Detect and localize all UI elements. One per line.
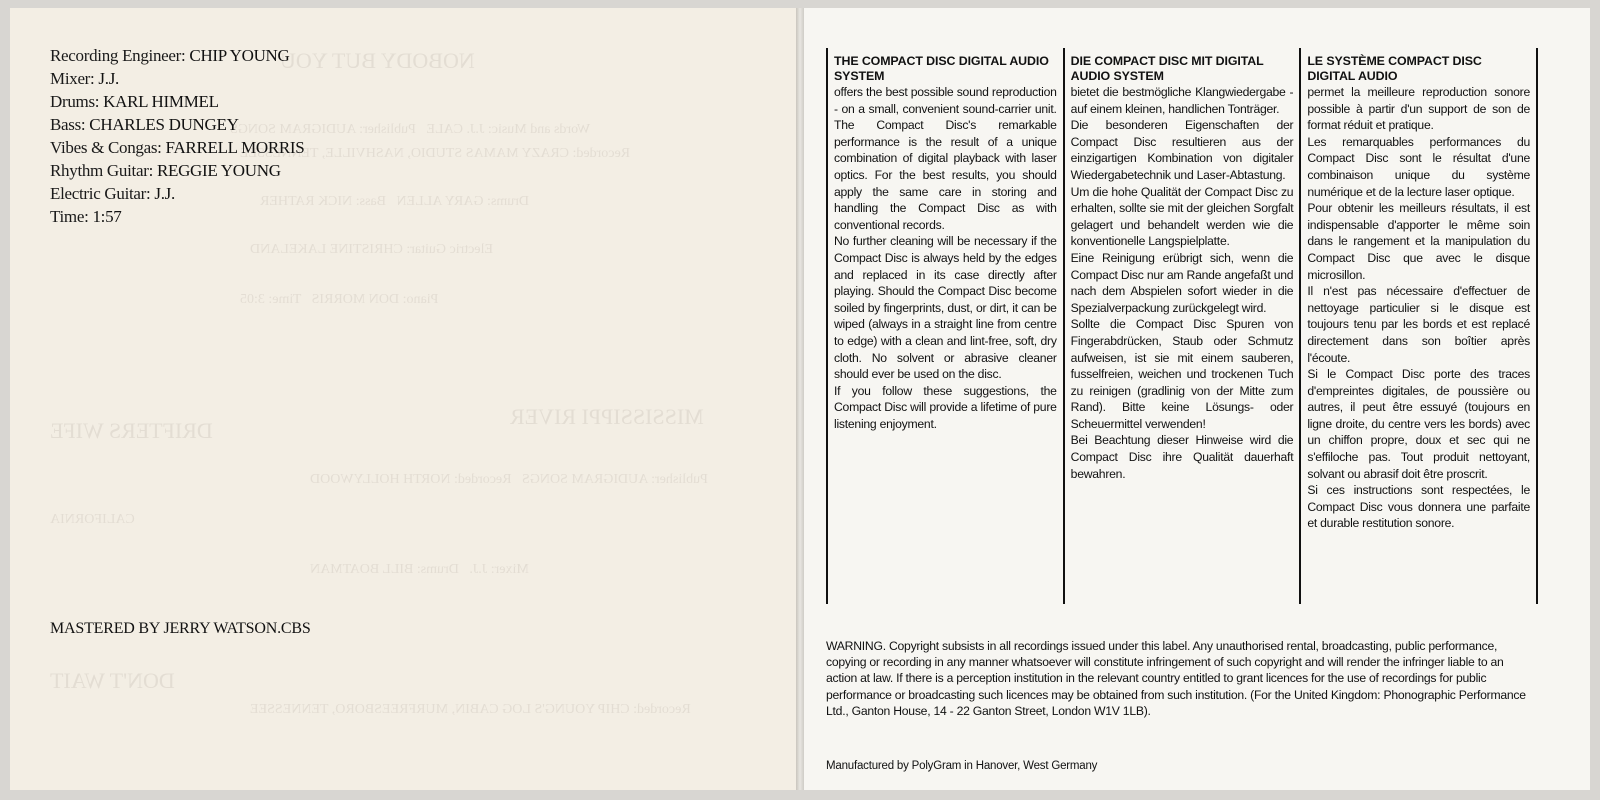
paragraph: Um die hohe Qualität der Compact Disc zu erhalten, sollte sie mit der gleichen Sorgfalt gelagert und behandelt werden wie die konventionelle Langspielplatte. [1070,184,1294,249]
manufacturer-line: Manufactured by PolyGram in Hanover, West Germany [826,760,1098,772]
bleed-through-text: Publisher: AUDIGRAM SONGS Recorded: NORTH HOLLYWOOD [310,472,708,487]
column-french [1299,48,1538,604]
paragraph: Il n'est pas nécessaire d'effectuer de nettoyage particulier si le disque est toujours tenu par les bords et est replacé directement dans son boîtier après l'écoute. [1307,284,1531,365]
bleed-through-text: DRIFTERS WIFE [50,418,213,443]
right-page [804,8,1590,790]
credit-bass: Bass: CHARLES DUNGEY [50,115,239,134]
column-title: LE SYSTÈME COMPACT DISC DIGITAL AUDIO [1307,54,1482,83]
booklet-spine [796,8,804,790]
column-english [826,48,1063,604]
paragraph: permet la meilleure reproduction sonore possible à partir d'un support de son de format réduit et pratique. [1307,85,1531,133]
bleed-through-text: NOBODY BUT YOU [280,48,475,73]
paragraph: Sollte die Compact Disc Spuren von Fingerabdrücken, Staub oder Schmutz aufweisen, ist sie mit einem sauberen, fusselfreien, weichen und trockenen Tuch zu reinigen (gradlinig von der Mitte zum Rand). Bitte keine Lösungs- oder Scheuermittel verwenden! [1070,317,1294,431]
bleed-through-text: Words and Music: J.J. CALE Publisher: AUDIGRAM SONGS [230,122,591,137]
credit-mixer: Mixer: J.J. [50,69,119,88]
cd-care-columns [826,48,1538,604]
bleed-through-text: Recorded: CRAZY MAMAS STUDIO, NASHVILLE, TENNESSEE [240,146,631,161]
paragraph: Si le Compact Disc porte des traces d'empreintes digitales, de poussière ou autres, il peut être essuyé (toujours en ligne droite, du centre vers les bords) avec un chiffon propre, doux et sec qui ne s'effiloche pas. Tout produit nettoyant, solvant ou abrasif doit être proscrit. [1307,367,1531,481]
column-german [1063,48,1300,604]
credit-time: Time: 1:57 [50,207,122,226]
paragraph: Si ces instructions sont respectées, le Compact Disc vous donnera une parfaite et durable restitution sonore. [1307,483,1531,531]
bleed-through-text: Drums: GARY ALLEN Bass: NICK RATHER [260,194,529,209]
copyright-warning: WARNING. Copyright subsists in all recordings issued under this label. Any unauthorised rental, broadcasting, public performance, copying or recording in any manner whatsoever will constitute infringement of such copyright and will render the infringer liable to an action at law. If there is a perception institution in the relevant country entitled to grant licences for the use of recordings for public performance or broadcasting such licences may be obtained from such institution. (For the United Kingdom: Phonographic Performance Ltd., Ganton House, 14 - 22 Ganton Street, London W1V 1LB). [826,639,1526,718]
paragraph: No further cleaning will be necessary if the Compact Disc is always held by the edges and replaced in its case directly after playing. Should the Compact Disc become soiled by fingerprints, dust, or dirt, it can be wiped (always in a straight line from centre to edge) with a clean and lint-free, soft, dry cloth. No solvent or abrasive cleaner should ever be used on the disc. [834,234,1057,382]
paragraph: offers the best possible sound reproduction - on a small, convenient sound-carrier unit. The Compact Disc's remarkable performance is the result of a unique combination of digital playback with laser optics. For the best results, you should apply the same care in storing and handling the Compact Disc as with conventional records. [834,85,1057,232]
bleed-through-text: Mixer: J.J. Drums: BILL BOATMAN [310,562,529,577]
paragraph: bietet die bestmögliche Klangwiedergabe - auf einem kleinen, handlichen Tonträger. [1070,85,1294,116]
paragraph: Pour obtenir les meilleurs résultats, il est indispensable d'apporter le même soin dans le rangement et la manipulation du Compact Disc que avec le disque microsillon. [1307,201,1531,282]
credit-vibes-congas: Vibes & Congas: FARRELL MORRIS [50,138,305,157]
column-title: DIE COMPACT DISC MIT DIGITAL AUDIO SYSTEM [1070,54,1264,83]
paragraph: Die besonderen Eigenschaften der Compact Disc resultieren aus der einzigartigen Kombination von digitaler Wiedergabetechnik und Laser-Abtastung. [1070,118,1294,182]
mastered-by-line: MASTERED BY JERRY WATSON.CBS [50,620,311,637]
bleed-through-text: Recorded: CHIP YOUNG'S LOG CABIN, MURFREESBORO, TENNESSEE [250,702,691,717]
paragraph: Les remarquables performances du Compact Disc sont le résultat d'une combinaison unique du système numérique et de la lecture laser optique. [1307,134,1531,199]
credit-drums: Drums: KARL HIMMEL [50,92,219,111]
left-page [10,8,796,790]
credit-rhythm-guitar: Rhythm Guitar: REGGIE YOUNG [50,161,281,180]
bleed-through-text: Piano: DON MORRIS Time: 3:05 [240,292,439,307]
bleed-through-text: CALIFORNIA [50,512,135,527]
bleed-through-text: DON'T WAIT [50,668,175,693]
bleed-through-text: Electric Guitar: CHRISTINE LAKELAND [250,242,493,257]
bleed-through-text: MISSISSIPPI RIVER [510,404,704,429]
credit-recording-engineer: Recording Engineer: CHIP YOUNG [50,46,290,65]
column-title: THE COMPACT DISC DIGITAL AUDIO SYSTEM [834,54,1049,83]
paragraph: Eine Reinigung erübrigt sich, wenn die Compact Disc nur am Rande angefaßt und nach dem Abspielen sofort wieder in die Spezialverpackung zurückgelegt wird. [1070,250,1294,315]
credit-electric-guitar: Electric Guitar: J.J. [50,184,175,203]
paragraph: If you follow these suggestions, the Compact Disc will provide a lifetime of pure listening enjoyment. [834,383,1057,431]
credits-list [50,44,304,228]
paragraph: Bei Beachtung dieser Hinweise wird die Compact Disc ihre Qualität dauerhaft bewahren. [1070,433,1294,481]
